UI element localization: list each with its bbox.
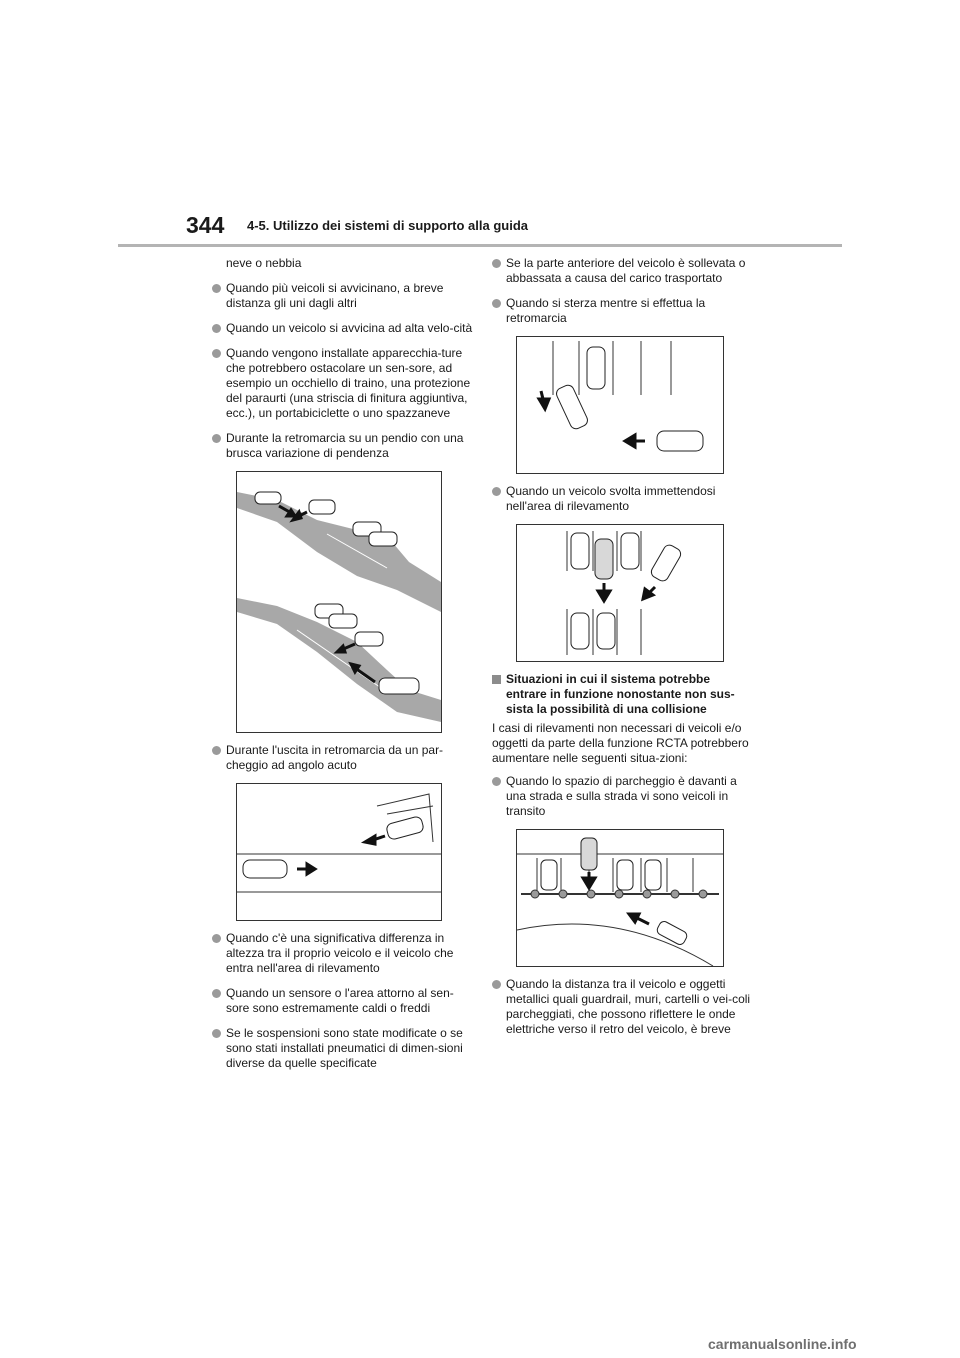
list-item: Quando un veicolo si avvicina ad alta velo-cità bbox=[212, 321, 474, 336]
list-item: Quando più veicoli si avvicinano, a breve distanza gli uni dagli altri bbox=[212, 281, 474, 311]
list-item: Quando un veicolo svolta immettendosi nell'area di rilevamento bbox=[492, 484, 754, 514]
list-item: Durante l'uscita in retromarcia da un par-cheggio ad angolo acuto bbox=[212, 743, 474, 773]
list-item: Quando un sensore o l'area attorno al sen-sore sono estremamente caldi o freddi bbox=[212, 986, 474, 1016]
body-paragraph: I casi di rilevamenti non necessari di veicoli e/o oggetti da parte della funzione RCTA potrebbero aumentare nelle seguenti situa-zioni: bbox=[492, 721, 749, 765]
road-traffic-illustration bbox=[516, 829, 724, 967]
list-item: Se la parte anteriore del veicolo è sollevata o abbassata a causa del carico trasportato bbox=[492, 256, 754, 286]
acute-angle-parking-illustration bbox=[236, 783, 442, 921]
list-item: Quando la distanza tra il veicolo e oggetti metallici quali guardrail, muri, cartelli o vei-coli parcheggiati, che possono riflettere le onde elettriche verso il retro del veicolo, è breve bbox=[492, 977, 754, 1037]
section-title: 4-5. Utilizzo dei sistemi di supporto alla guida bbox=[247, 218, 528, 233]
section-subheading: Situazioni in cui il sistema potrebbe entrare in funzione nonostante non sus-sista la possibilità di una collisione bbox=[492, 672, 754, 717]
list-item: Quando c'è una significativa differenza in altezza tra il proprio veicolo e il veicolo che entra nell'area di rilevamento bbox=[212, 931, 474, 976]
left-column bbox=[212, 256, 474, 1081]
list-item: Quando lo spazio di parcheggio è davanti a una strada e sulla strada vi sono veicoli in transito bbox=[492, 774, 754, 819]
list-item: Durante la retromarcia su un pendio con una brusca variazione di pendenza bbox=[212, 431, 474, 461]
slope-illustration bbox=[236, 471, 442, 733]
watermark[interactable]: carmanualsonline.info bbox=[708, 1336, 857, 1352]
vehicle-turning-illustration bbox=[516, 524, 724, 662]
header-divider bbox=[118, 244, 842, 247]
list-item: Quando si sterza mentre si effettua la retromarcia bbox=[492, 296, 754, 326]
continuation-text: neve o nebbia bbox=[226, 256, 302, 270]
list-item: Se le sospensioni sono state modificate o se sono stati installati pneumatici di dimen-sioni diverse da quelle specificate bbox=[212, 1026, 474, 1071]
right-column bbox=[492, 256, 754, 1047]
page-number: 344 bbox=[186, 212, 225, 238]
list-item: Quando vengono installate apparecchia-ture che potrebbero ostacolare un sen-sore, ad esempio un occhiello di traino, una protezione del paraurti (una striscia di finitura aggiuntiva, ecc.), un portabiciclette o uno spazzaneve bbox=[212, 346, 474, 421]
steering-reverse-illustration bbox=[516, 336, 724, 474]
